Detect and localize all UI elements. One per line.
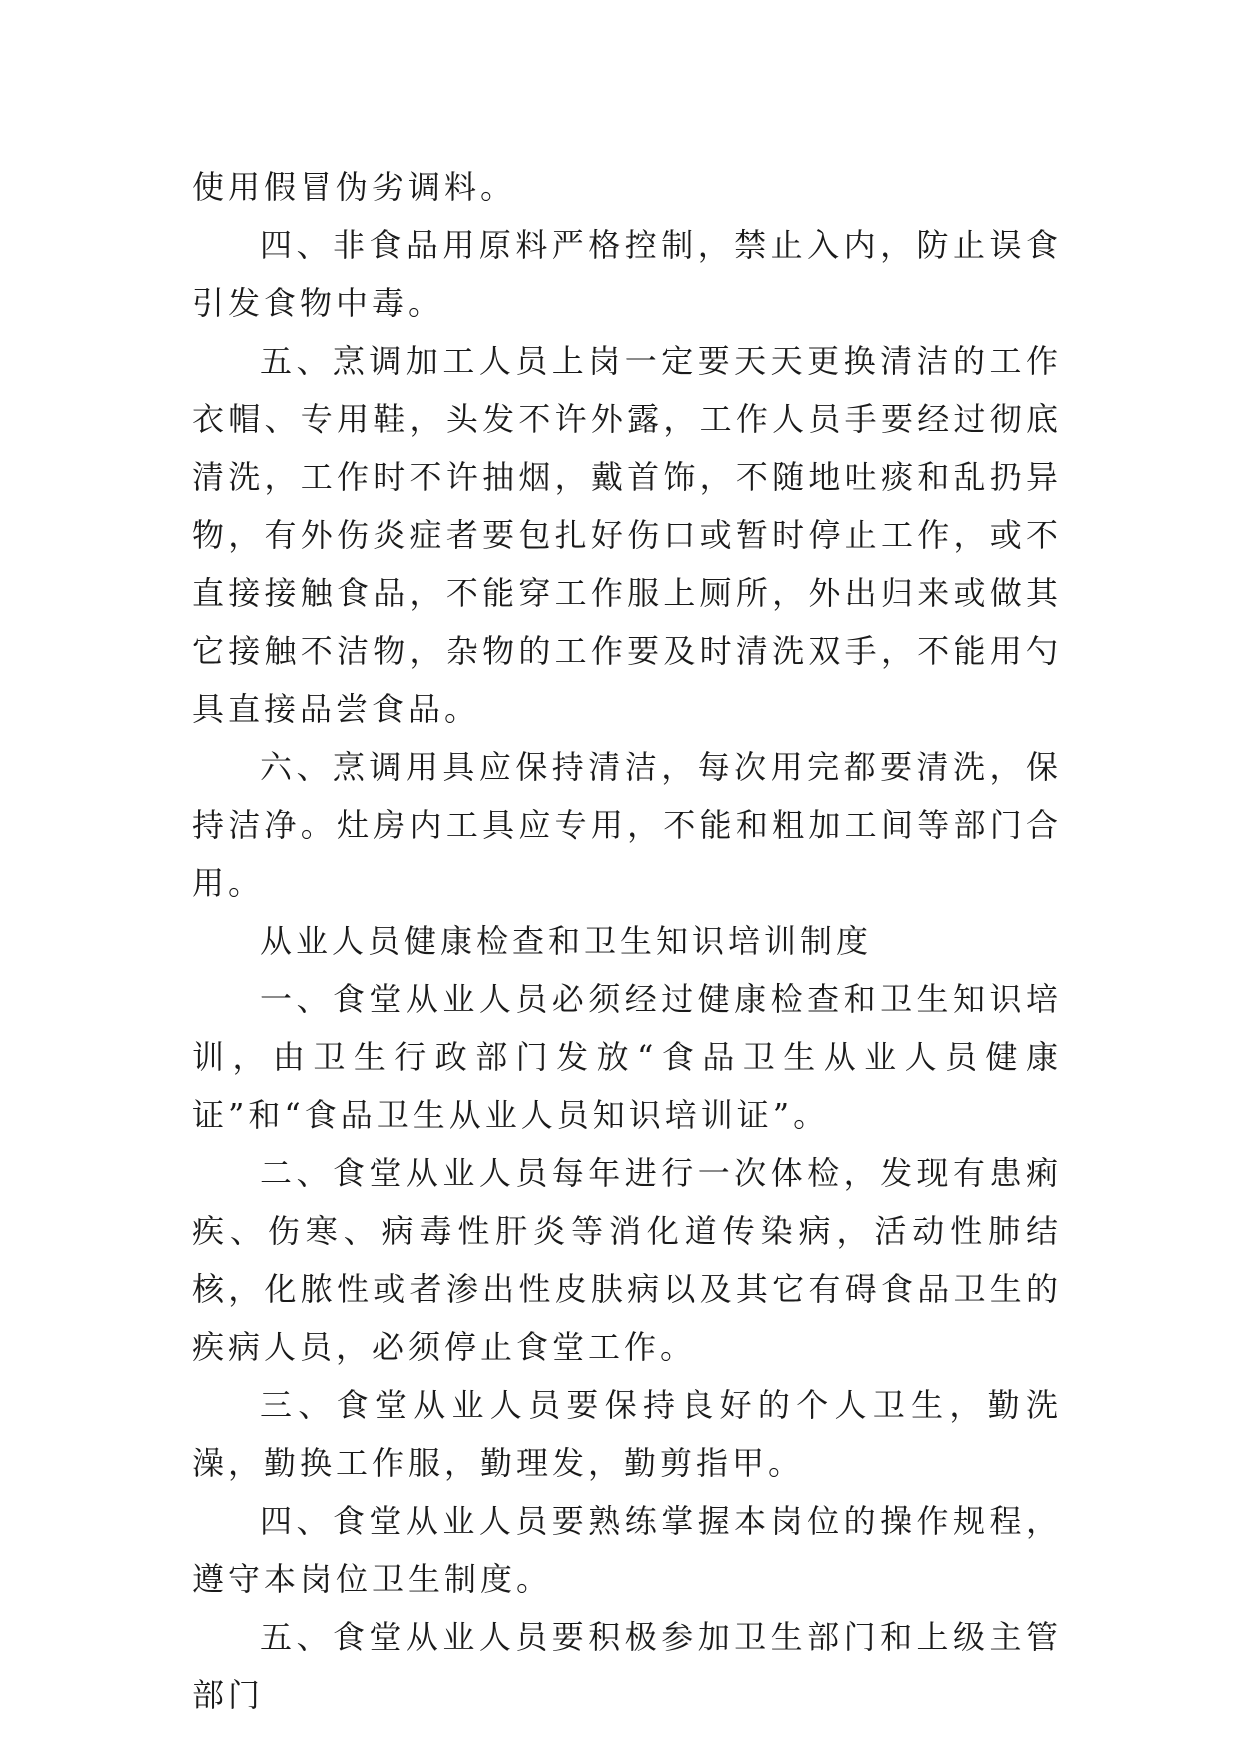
paragraph: 使用假冒伪劣调料。 — [192, 168, 517, 206]
paragraph: 四、食堂从业人员要熟练掌握本岗位的操作规程，遵守本岗位卫生制度。 — [192, 1502, 1062, 1598]
paragraph: 五、烹调加工人员上岗一定要天天更换清洁的工作衣帽、专用鞋，头发不许外露，工作人员手要经过彻底清洗，工作时不许抽烟，戴首饰，不随地吐痰和乱扔异物，有外伤炎症者要包扎好伤口或暂时停止工作，或不直接接触食品，不能穿工作服上厕所，外出归来或做其它接触不洁物，杂物的工作要及时清洗双手，不能用勺具直接品尝食品。 — [192, 342, 1062, 728]
section-heading: 从业人员健康检查和卫生知识培训制度 — [260, 922, 873, 960]
paragraph: 六、烹调用具应保持清洁，每次用完都要清洗，保持洁净。灶房内工具应专用，不能和粗加工间等部门合用。 — [192, 748, 1062, 902]
paragraph: 五、食堂从业人员要积极参加卫生部门和上级主管部门 — [192, 1618, 1062, 1714]
paragraph: 四、非食品用原料严格控制，禁止入内，防止误食引发食物中毒。 — [192, 226, 1062, 322]
paragraph: 三、食堂从业人员要保持良好的个人卫生，勤洗澡，勤换工作服，勤理发，勤剪指甲。 — [192, 1386, 1062, 1482]
document-body — [192, 158, 1062, 1724]
paragraph: 二、食堂从业人员每年进行一次体检，发现有患痢疾、伤寒、病毒性肝炎等消化道传染病，活动性肺结核，化脓性或者渗出性皮肤病以及其它有碍食品卫生的疾病人员，必须停止食堂工作。 — [192, 1154, 1062, 1366]
paragraph: 一、食堂从业人员必须经过健康检查和卫生知识培训，由卫生行政部门发放“食品卫生从业人员健康证”和“食品卫生从业人员知识培训证”。 — [192, 980, 1062, 1134]
